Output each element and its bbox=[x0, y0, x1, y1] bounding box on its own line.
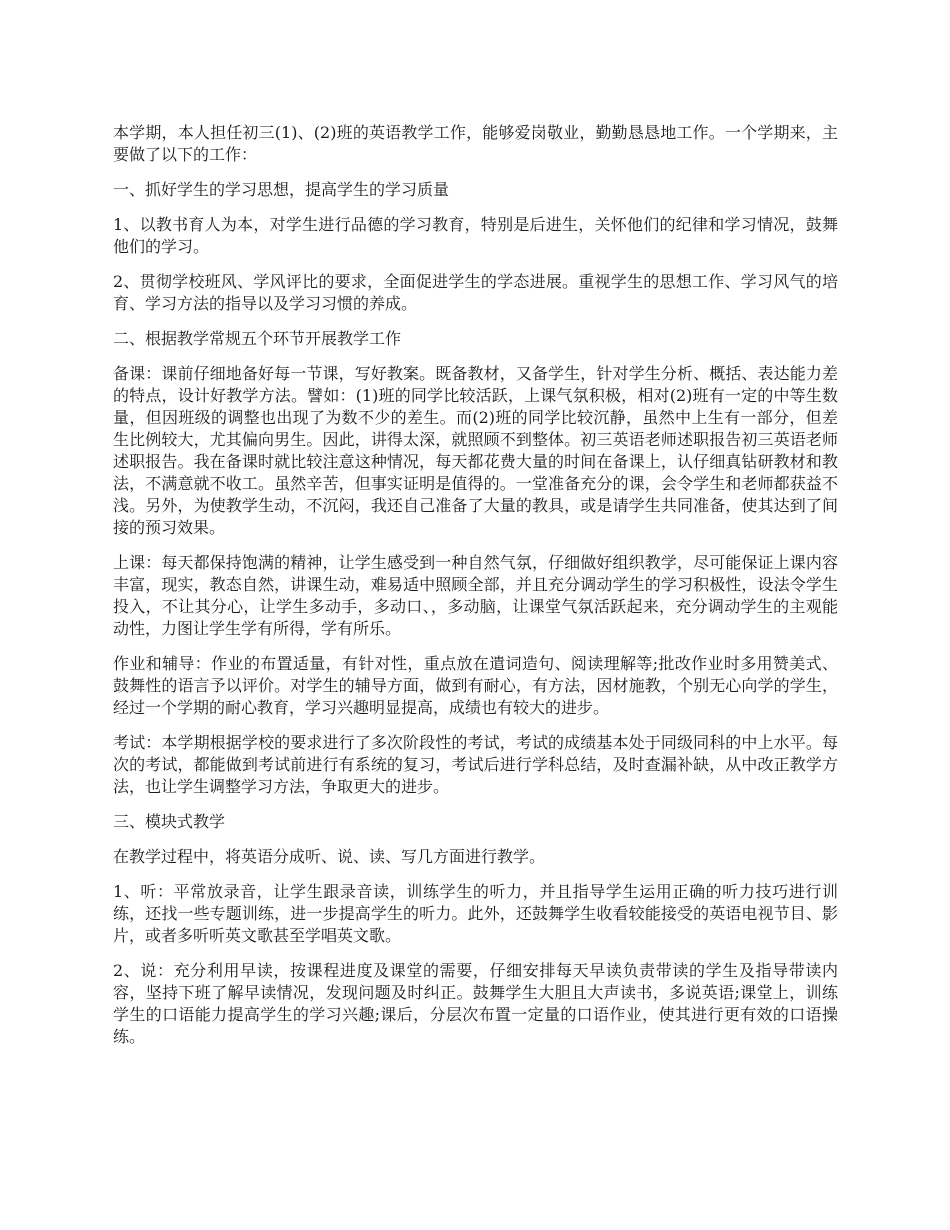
intro-paragraph: 本学期，本人担任初三(1)、(2)班的英语教学工作，能够爱岗敬业，勤勤恳恳地工作。一个学期来，主要做了以下的工作： bbox=[113, 123, 838, 164]
document-body bbox=[113, 122, 838, 1061]
paragraph-item-1-1: 1、以教书育人为本，对学生进行品德的学习教育，特别是后进生，关怀他们的纪律和学习情况，鼓舞他们的学习。 bbox=[113, 215, 838, 256]
section-heading-3: 三、模块式教学 bbox=[113, 812, 226, 831]
paragraph-class-teaching: 上课：每天都保持饱满的精神，让学生感受到一种自然气氛，仔细做好组织教学，尽可能保证上课内容丰富，现实，教态自然，讲课生动，难易适中照顾全部，并且充分调动学生的学习积极性，设法令学生投入，不让其分心，让学生多动手，多动口、，多动脑，让课堂气氛活跃起来，充分调动学生的主观能动性，力图让学生学有所得，学有所乐。 bbox=[113, 553, 838, 638]
section-heading-2: 二、根据教学常规五个环节开展教学工作 bbox=[113, 329, 402, 348]
paragraph-item-1-2: 2、贯彻学校班风、学风评比的要求，全面促进学生的学态进展。重视学生的思想工作、学习风气的培育、学习方法的指导以及学习习惯的养成。 bbox=[113, 272, 838, 313]
paragraph-listening: 1、听：平常放录音，让学生跟录音读，训练学生的听力，并且指导学生运用正确的听力技巧进行训练，还找一些专题训练，进一步提高学生的听力。此外，还鼓舞学生收看较能接受的英语电视节目、影片，或者多听听英文歌甚至学唱英文歌。 bbox=[113, 882, 838, 945]
paragraph-module-intro: 在教学过程中，将英语分成听、说、读、写几方面进行教学。 bbox=[113, 847, 546, 866]
paragraph-homework-tutoring: 作业和辅导：作业的布置适量，有针对性，重点放在遣词造句、阅读理解等;批改作业时多用赞美式、鼓舞性的语言予以评价。对学生的辅导方面，做到有耐心，有方法，因材施教，个别无心向学的学生，经过一个学期的耐心教育，学习兴趣明显提高，成绩也有较大的进步。 bbox=[113, 654, 838, 717]
paragraph-speaking: 2、说：充分利用早读，按课程进度及课堂的需要，仔细安排每天早读负责带读的学生及指导带读内容，坚持下班了解早读情况，发现问题及时纠正。鼓舞学生大胆且大声读书，多说英语;课堂上，训练学生的口语能力提高学生的学习兴趣;课后，分层次布置一定量的口语作业，使其进行更有效的口语操练。 bbox=[113, 961, 838, 1046]
paragraph-exams: 考试：本学期根据学校的要求进行了多次阶段性的考试，考试的成绩基本处于同级同科的中上水平。每次的考试，都能做到考试前进行有系统的复习，考试后进行学科总结，及时查漏补缺，从中改正教学方法，也让学生调整学习方法，争取更大的进步。 bbox=[113, 733, 838, 796]
section-heading-1: 一、抓好学生的学习思想，提高学生的学习质量 bbox=[113, 180, 450, 199]
paragraph-lesson-prep: 备课：课前仔细地备好每一节课，写好教案。既备教材，又备学生，针对学生分析、概括、表达能力差的特点，设计好教学方法。譬如：(1)班的同学比较活跃，上课气氛积极，相对(2)班有一定的中等生数量，但因班级的调整也出现了为数不少的差生。而(2)班的同学比较沉静，虽然中上生有一部分，但差生比例较大，尤其偏向男生。因此，讲得太深，就照顾不到整体。初三英语老师述职报告初三英语老师述职报告。我在备课时就比较注意这种情况，每天都花费大量的时间在备课上，认仔细真钻研教材和教法，不满意就不收工。虽然辛苦，但事实证明是值得的。一堂准备充分的课，会令学生和老师都获益不浅。另外，为使教学生动，不沉闷，我还自己准备了大量的教具，或是请学生共同准备，使其达到了间接的预习效果。 bbox=[113, 364, 838, 537]
